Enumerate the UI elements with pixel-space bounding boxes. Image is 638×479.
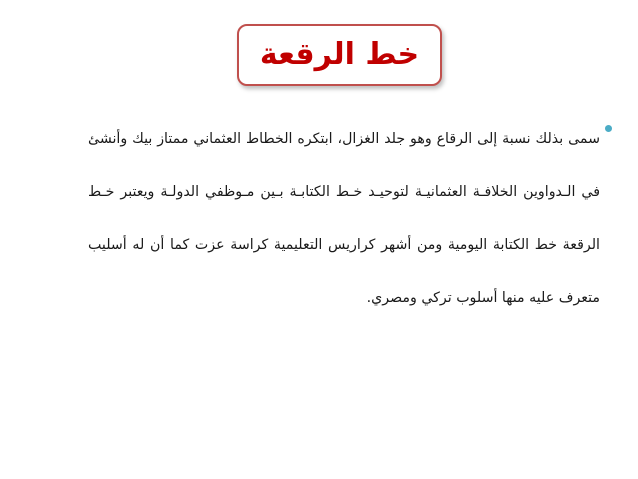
- bullet-paragraph: سمى بذلك نسبة إلى الرقاع وهو جلد الغزال، ابتكره الخطاط العثماني ممتاز بيك وأنشئ في الـدواوين الخلافـة العثمانيـة لتوحيـد خـط الكتابـة بـين مـوظفي الدولـة ويعتبر خـط الرقعة خط الكتابة اليومية ومن أشهر كراريس التعليمية كراسة عزت كما أن له أسليب متعرف عليه منها أسلوب تركي ومصري.: [88, 131, 600, 306]
- bullet-icon: [605, 125, 612, 132]
- title-box: [237, 24, 442, 86]
- slide-title: خط الرقعة: [259, 37, 420, 72]
